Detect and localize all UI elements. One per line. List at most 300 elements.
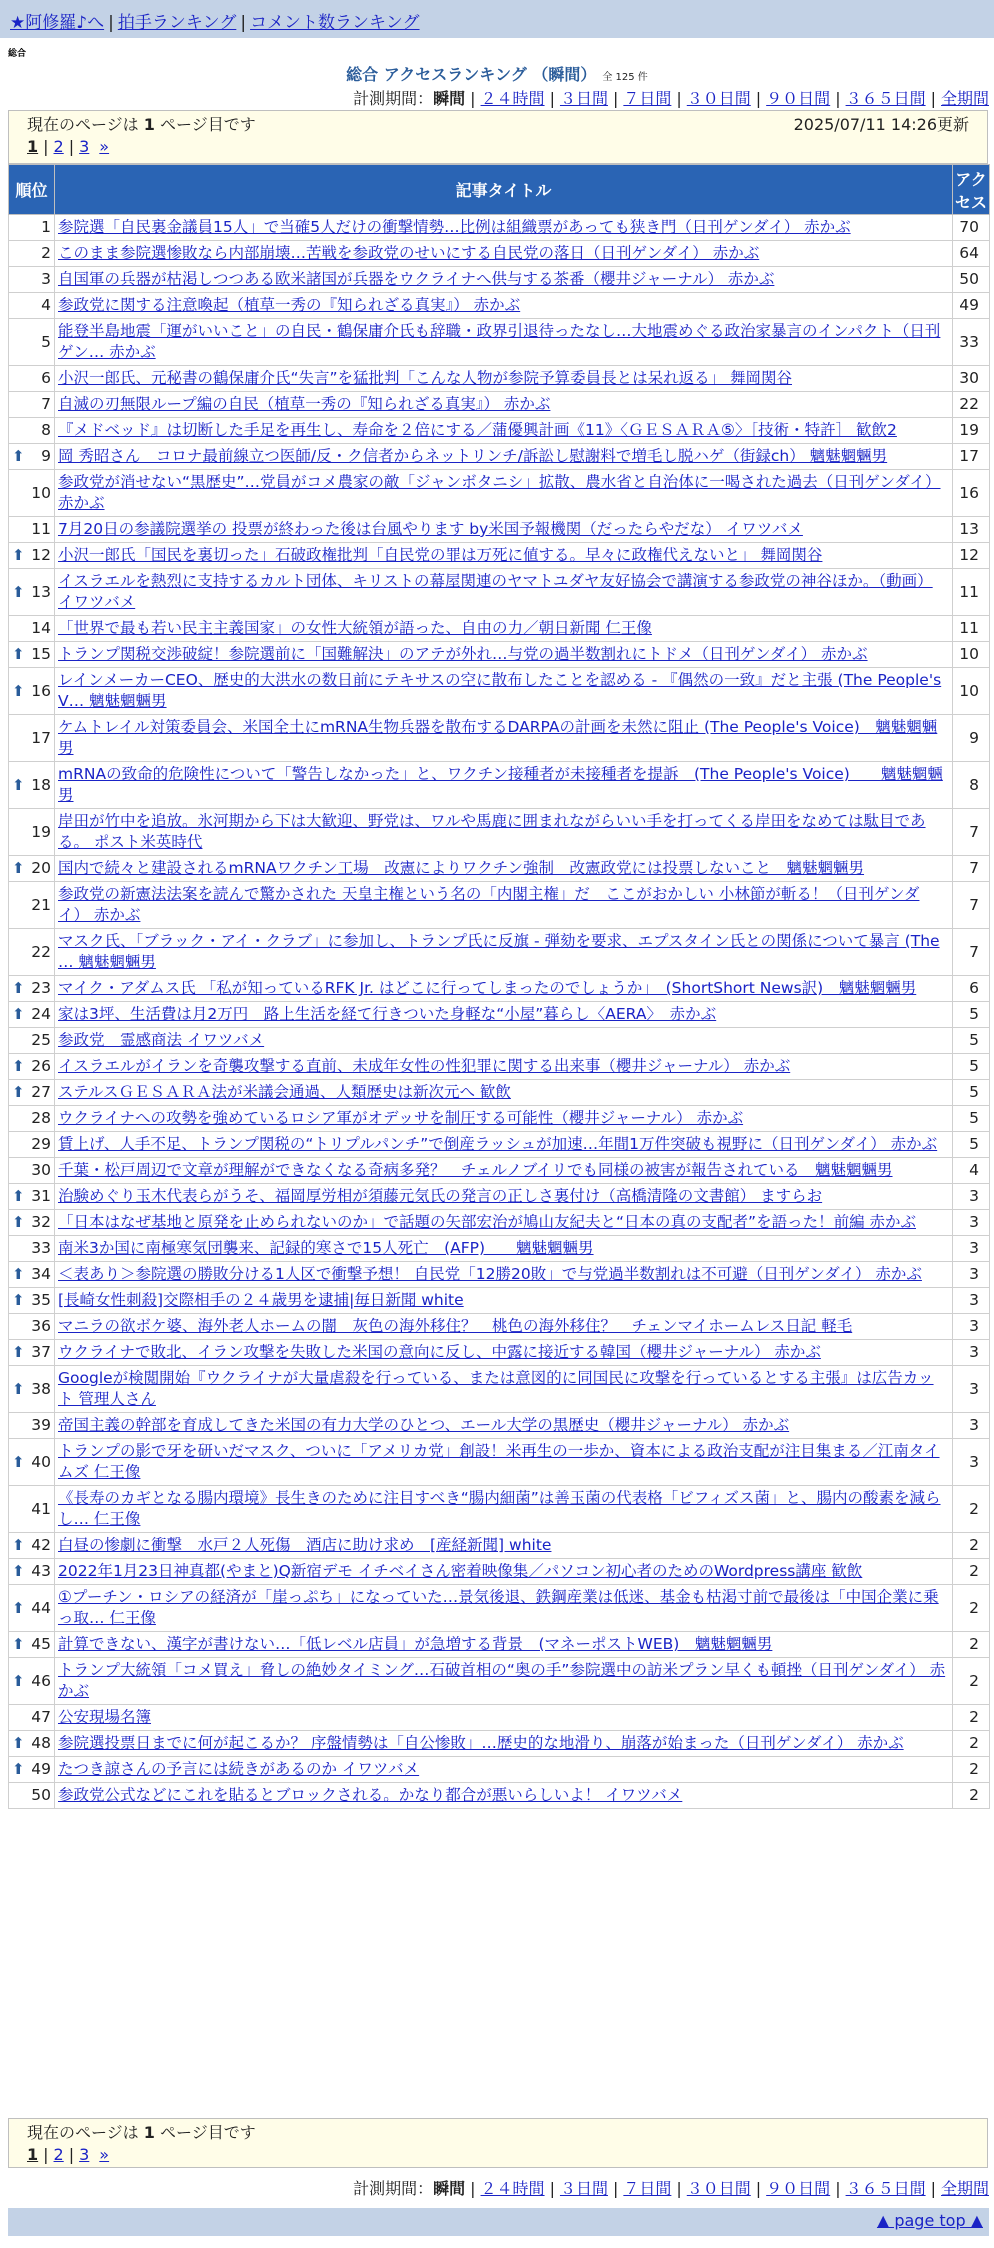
- article-link[interactable]: 参政党が消せない“黒歴史”…党員がコメ農家の敵「ジャンボタニシ」拡散、農水省と自治体に一喝された過去（日刊ゲンダイ） 赤かぶ: [58, 473, 941, 512]
- up-arrow-icon: ⬆: [12, 1635, 25, 1653]
- table-row: [9, 1366, 990, 1413]
- title-cell: [55, 1340, 953, 1366]
- access-count: 3: [953, 1210, 990, 1236]
- period-selector-top: 計測期間：瞬間 | ２４時間 | ３日間 | ７日間 | ３０日間 | ９０日間 | ３６５日間 | 全期間: [353, 89, 989, 108]
- period-current: 瞬間: [433, 89, 466, 108]
- access-count: 3: [953, 1340, 990, 1366]
- article-link[interactable]: 賃上げ、人手不足、トランプ関税の“トリプルパンチ”で倒産ラッシュが加速…年間1万件突破も視野に（日刊ゲンダイ） 赤かぶ: [58, 1135, 938, 1153]
- rank-cell: [9, 668, 55, 715]
- rank-cell: [9, 392, 55, 418]
- table-row: [9, 856, 990, 882]
- nav-link-ashura[interactable]: ★阿修羅♪へ: [10, 13, 105, 33]
- title-cell: [55, 470, 953, 517]
- rank-number: 23: [31, 979, 51, 997]
- access-count: 2: [953, 1705, 990, 1731]
- rank-cell: [9, 418, 55, 444]
- rank-number: 6: [41, 369, 51, 387]
- table-row: [9, 418, 990, 444]
- rank-number: 4: [41, 296, 51, 314]
- access-count: 13: [953, 517, 990, 543]
- article-link[interactable]: ＜表あり＞参院選の勝敗分ける1人区で衝撃予想！ 自民党「12勝20敗」で与党過半数割れは不可避（日刊ゲンダイ） 赤かぶ: [58, 1265, 922, 1283]
- access-count: 6: [953, 976, 990, 1002]
- table-row: [9, 1080, 990, 1106]
- rank-number: 29: [31, 1135, 51, 1153]
- rank-cell: [9, 215, 55, 241]
- rank-number: 14: [31, 619, 51, 637]
- title-cell: [55, 616, 953, 642]
- title-cell: [55, 366, 953, 392]
- rank-cell: [9, 1028, 55, 1054]
- table-row: [9, 267, 990, 293]
- table-row: [9, 366, 990, 392]
- table-row: [9, 1288, 990, 1314]
- rank-number: 17: [31, 728, 51, 747]
- table-header-row: [9, 165, 990, 215]
- access-count: 16: [953, 470, 990, 517]
- table-row: [9, 1705, 990, 1731]
- table-row: [9, 929, 990, 976]
- access-count: 3: [953, 1366, 990, 1413]
- period-link-7d[interactable]: ７日間: [623, 2179, 672, 2198]
- rank-number: 42: [31, 1536, 51, 1554]
- title-cell: [55, 976, 953, 1002]
- access-count: 33: [953, 319, 990, 366]
- table-row: [9, 392, 990, 418]
- rank-cell: [9, 241, 55, 267]
- table-row: [9, 293, 990, 319]
- rank-number: 35: [31, 1291, 51, 1309]
- article-link[interactable]: 「世界で最も若い民主主義国家」の女性大統領が語った、自由の力／朝日新聞 仁王像: [58, 619, 652, 637]
- article-link[interactable]: 岸田が竹中を追放。氷河期から下は大歓迎、野党は、ワルや馬鹿に囲まれながらいい手を打ってくる岸田をなめては駄目である。 ポスト米英時代: [58, 812, 926, 851]
- nav-link-comment-ranking[interactable]: コメント数ランキング: [250, 13, 420, 33]
- rank-number: 13: [31, 582, 51, 601]
- article-link[interactable]: マニラの欲ボケ婆、海外老人ホームの闇 灰色の海外移住？ 桃色の海外移住？ チェンマイホームレス日記 軽毛: [58, 1317, 853, 1335]
- access-count: 49: [953, 293, 990, 319]
- table-row: [9, 1340, 990, 1366]
- article-link[interactable]: トランプの影で牙を研いだマスク、ついに「アメリカ党」創設！米再生の一歩か、資本による政治支配が注目集まる／江南タイムズ 仁王像: [58, 1442, 940, 1481]
- access-count: 2: [953, 1658, 990, 1705]
- period-link-30d[interactable]: ３０日間: [686, 89, 751, 108]
- period-link-365d[interactable]: ３６５日間: [845, 2179, 926, 2198]
- table-row: [9, 1132, 990, 1158]
- rank-number: 2: [41, 244, 51, 262]
- title-cell: [55, 1028, 953, 1054]
- rank-cell: [9, 1705, 55, 1731]
- table-row: [9, 1658, 990, 1705]
- article-link[interactable]: トランプ関税交渉破綻！参院選前に「国難解決」のアテが外れ…与党の過半数割れにトドメ（日刊ゲンダイ） 赤かぶ: [58, 645, 868, 663]
- access-count: 8: [953, 762, 990, 809]
- article-link[interactable]: [長崎女性刺殺]交際相手の２４歳男を逮捕|毎日新聞 white: [58, 1291, 464, 1309]
- article-link[interactable]: 公安現場名簿: [58, 1708, 152, 1726]
- access-count: 5: [953, 1002, 990, 1028]
- period-link-all[interactable]: 全期間: [940, 2179, 989, 2198]
- article-link[interactable]: マスク氏、「ブラック・アイ・クラブ」に参加し、トランプ氏に反旗 - 弾劾を要求、エプスタイン氏との関係について暴言 (The … 魑魅魍魎男: [58, 932, 940, 971]
- up-arrow-icon: ⬆: [12, 1562, 25, 1580]
- article-link[interactable]: 帝国主義の幹部を育成してきた米国の有力大学のひとつ、エール大学の黒歴史（櫻井ジャーナル） 赤かぶ: [58, 1416, 790, 1434]
- rank-number: 22: [31, 942, 51, 961]
- access-count: 22: [953, 392, 990, 418]
- title-cell: [55, 1439, 953, 1486]
- table-row: [9, 1262, 990, 1288]
- title-cell: [55, 1632, 953, 1658]
- rank-cell: [9, 976, 55, 1002]
- title-cell: [55, 1262, 953, 1288]
- article-link[interactable]: 家は3坪、生活費は月2万円 路上生活を経て行きついた身軽な“小屋”暮らし〈AERA〉 赤かぶ: [58, 1005, 717, 1023]
- pager-link-3[interactable]: 3: [79, 137, 90, 156]
- article-link[interactable]: 国内で続々と建設されるmRNAワクチン工場 改憲によりワクチン強制 改憲政党には投票しないこと 魑魅魍魎男: [58, 859, 865, 877]
- article-link[interactable]: レインメーカーCEO、歴史的大洪水の数日前にテキサスの空に散布したことを認める - 『偶然の一致』だと主張 (The People's V… 魑魅魍魎男: [58, 671, 942, 710]
- article-link[interactable]: 7月20日の参議院選挙の 投票が終わった後は台風やります by米国予報機関（だったらやだな） イワツバメ: [58, 520, 803, 538]
- article-link[interactable]: イスラエルを熱烈に支持するカルト団体、キリストの幕屋関連のヤマトユダヤ友好協会で講演する参政党の神谷ほか。（動画） イワツバメ: [58, 572, 933, 611]
- rank-cell: [9, 1366, 55, 1413]
- pager-bottom: 1 | 2 | 3 »: [27, 2145, 110, 2164]
- top-nav-bar: [0, 0, 994, 38]
- access-count: 5: [953, 1028, 990, 1054]
- title-cell: [55, 856, 953, 882]
- period-link-90d[interactable]: ９０日間: [766, 89, 831, 108]
- up-arrow-icon: ⬆: [12, 582, 25, 601]
- access-count: 30: [953, 366, 990, 392]
- pager-link-2[interactable]: 2: [53, 2145, 64, 2164]
- rank-number: 33: [31, 1239, 51, 1257]
- title-cell: [55, 293, 953, 319]
- table-row: [9, 1413, 990, 1439]
- rank-number: 25: [31, 1031, 51, 1049]
- article-link[interactable]: 参院選「自民裏金議員15人」で当確5人だけの衝撃情勢…比例は組織票があっても狭き門（日刊ゲンダイ） 赤かぶ: [58, 218, 851, 236]
- rank-cell: [9, 1080, 55, 1106]
- rank-number: 39: [31, 1416, 51, 1434]
- rank-cell: [9, 1340, 55, 1366]
- article-link[interactable]: このまま参院選惨敗なら内部崩壊…苦戦を参政党のせいにする自民党の落日（日刊ゲンダイ） 赤かぶ: [58, 244, 760, 262]
- table-row: [9, 1533, 990, 1559]
- pager-link-3[interactable]: 3: [79, 2145, 90, 2164]
- rank-cell: [9, 1288, 55, 1314]
- table-row: [9, 1731, 990, 1757]
- title-cell: [55, 1705, 953, 1731]
- ranking-body: [9, 215, 990, 1809]
- access-count: 2: [953, 1486, 990, 1533]
- rank-number: 26: [31, 1057, 51, 1075]
- rank-cell: [9, 543, 55, 569]
- rank-cell: [9, 444, 55, 470]
- rank-number: 44: [31, 1598, 51, 1617]
- rank-number: 28: [31, 1109, 51, 1127]
- access-count: 7: [953, 809, 990, 856]
- up-arrow-icon: ⬆: [12, 1452, 25, 1471]
- access-count: 4: [953, 1158, 990, 1184]
- page-top-link[interactable]: ▲ page top ▲: [876, 2211, 983, 2230]
- rank-number: 10: [31, 483, 51, 502]
- title-cell: [55, 1585, 953, 1632]
- pager-current: 1: [27, 2145, 39, 2164]
- rank-number: 36: [31, 1317, 51, 1335]
- up-arrow-icon: ⬆: [12, 1379, 25, 1398]
- access-count: 11: [953, 616, 990, 642]
- period-link-30d[interactable]: ３０日間: [686, 2179, 751, 2198]
- article-link[interactable]: Googleが検閲開始『ウクライナが大量虐殺を行っている、または意図的に同国民に攻撃を行っているとする主張』は広告カット 管理人さん: [58, 1369, 934, 1408]
- article-link[interactable]: 治験めぐり玉木代表らがうそ、福岡厚労相が須藤元気氏の発言の正しさ裏付け（高橋清隆の文書館） ますらお: [58, 1187, 823, 1205]
- page-title-text: 総合 アクセスランキング （瞬間）: [346, 65, 597, 84]
- pager-next[interactable]: »: [99, 137, 110, 156]
- rank-cell: [9, 809, 55, 856]
- rank-number: 16: [31, 681, 51, 700]
- title-cell: [55, 267, 953, 293]
- rank-cell: [9, 1262, 55, 1288]
- article-link[interactable]: たつき諒さんの予言には続きがあるのか イワツバメ: [58, 1760, 420, 1778]
- title-cell: [55, 1559, 953, 1585]
- table-row: [9, 1158, 990, 1184]
- table-row: [9, 976, 990, 1002]
- access-count: 5: [953, 1132, 990, 1158]
- table-row: [9, 517, 990, 543]
- rank-cell: [9, 1184, 55, 1210]
- rank-cell: [9, 1757, 55, 1783]
- table-row: [9, 1106, 990, 1132]
- title-cell: [55, 1413, 953, 1439]
- table-row: [9, 1236, 990, 1262]
- rank-cell: [9, 1632, 55, 1658]
- article-link[interactable]: 参院選投票日までに何が起こるか？ 序盤情勢は「自公惨敗」…歴史的な地滑り、崩落が始まった（日刊ゲンダイ） 赤かぶ: [58, 1734, 904, 1752]
- rank-number: 3: [41, 270, 51, 288]
- title-cell: [55, 444, 953, 470]
- rank-cell: [9, 616, 55, 642]
- title-cell: [55, 319, 953, 366]
- rank-number: 20: [31, 859, 51, 877]
- rank-number: 48: [31, 1734, 51, 1752]
- rank-cell: [9, 569, 55, 616]
- article-link[interactable]: イスラエルがイランを奇襲攻撃する直前、未成年女性の性犯罪に関する出来事（櫻井ジャーナル） 赤かぶ: [58, 1057, 791, 1075]
- title-cell: [55, 215, 953, 241]
- rank-cell: [9, 1236, 55, 1262]
- page-info-top: [8, 110, 988, 164]
- period-link-7d[interactable]: ７日間: [623, 89, 672, 108]
- title-cell: [55, 882, 953, 929]
- rank-cell: [9, 1585, 55, 1632]
- table-row: [9, 668, 990, 715]
- up-arrow-icon: ⬆: [12, 447, 25, 465]
- title-cell: [55, 1054, 953, 1080]
- title-cell: [55, 715, 953, 762]
- current-page-text: 現在のページは 1 ページ目です: [27, 115, 256, 134]
- access-count: 3: [953, 1314, 990, 1340]
- article-link[interactable]: 参政党に関する注意喚起（植草一秀の『知られざる真実』） 赤かぶ: [58, 296, 521, 314]
- table-row: [9, 1439, 990, 1486]
- article-link[interactable]: ①プーチン・ロシアの経済が「崖っぷち」になっていた…景気後退、鉄鋼産業は低迷、基金も枯渇寸前で最後は「中国企業に乗っ取… 仁王像: [58, 1588, 939, 1627]
- period-link-24h[interactable]: ２４時間: [480, 2179, 545, 2198]
- article-link[interactable]: mRNAの致命的危険性について「警告しなかった」と、ワクチン接種者が未接種者を提訴 (The People's Voice) 魑魅魍魎男: [58, 765, 943, 804]
- article-link[interactable]: 自国軍の兵器が枯渇しつつある欧米諸国が兵器をウクライナへ供与する茶番（櫻井ジャーナル） 赤かぶ: [58, 270, 775, 288]
- article-link[interactable]: 参政党 霊感商法 イワツバメ: [58, 1031, 265, 1049]
- rank-number: 40: [31, 1452, 51, 1471]
- table-row: [9, 882, 990, 929]
- title-cell: [55, 1757, 953, 1783]
- rank-cell: [9, 293, 55, 319]
- article-link[interactable]: 参政党公式などにこれを貼るとブロックされる。かなり都合が悪いらしいよ！ イワツバメ: [58, 1786, 683, 1804]
- access-count: 3: [953, 1439, 990, 1486]
- nav-link-applause-ranking[interactable]: 拍手ランキング: [117, 13, 237, 33]
- header-rank: 順位: [9, 165, 55, 215]
- access-count: 9: [953, 715, 990, 762]
- table-row: [9, 1757, 990, 1783]
- title-cell: [55, 642, 953, 668]
- access-count: 2: [953, 1559, 990, 1585]
- rank-number: 18: [31, 775, 51, 794]
- up-arrow-icon: ⬆: [12, 645, 25, 663]
- rank-number: 8: [41, 421, 51, 439]
- table-row: [9, 1002, 990, 1028]
- title-cell: [55, 569, 953, 616]
- table-row: [9, 1486, 990, 1533]
- period-link-3d[interactable]: ３日間: [559, 89, 608, 108]
- access-count: 10: [953, 642, 990, 668]
- rank-cell: [9, 366, 55, 392]
- access-count: 2: [953, 1585, 990, 1632]
- title-cell: [55, 762, 953, 809]
- header-title: 記事タイトル: [55, 165, 953, 215]
- access-count: 2: [953, 1533, 990, 1559]
- rank-cell: [9, 1731, 55, 1757]
- title-cell: [55, 1184, 953, 1210]
- table-row: [9, 1054, 990, 1080]
- ranking-table: [8, 164, 990, 1809]
- title-cell: [55, 1658, 953, 1705]
- title-cell: [55, 1236, 953, 1262]
- current-page-text: 現在のページは 1 ページ目です: [27, 2123, 256, 2142]
- article-link[interactable]: 岡 秀昭さん コロナ最前線立つ医師/反・ク信者からネットリンチ/訴訟し慰謝料で増毛し脱ハゲ（街録ch） 魑魅魍魎男: [58, 447, 888, 465]
- up-arrow-icon: ⬆: [12, 1057, 25, 1075]
- rank-number: 12: [31, 546, 51, 564]
- access-count: 70: [953, 215, 990, 241]
- up-arrow-icon: ⬆: [12, 859, 25, 877]
- article-link[interactable]: マイク・アダムス氏 「私が知っているRFK Jr. はどこに行ってしまったのでしょうか」 (ShortShort News訳) 魑魅魍魎男: [58, 979, 917, 997]
- rank-number: 45: [31, 1635, 51, 1653]
- rank-number: 46: [31, 1671, 51, 1690]
- period-label: 計測期間：: [353, 2179, 434, 2198]
- pager-next[interactable]: »: [99, 2145, 110, 2164]
- up-arrow-icon: ⬆: [12, 1343, 25, 1361]
- rank-cell: [9, 882, 55, 929]
- article-link[interactable]: 白昼の惨劇に衝撃 水戸２人死傷 酒店に助け求め [産経新聞] white: [58, 1536, 552, 1554]
- rank-number: 38: [31, 1379, 51, 1398]
- access-count: 3: [953, 1262, 990, 1288]
- article-link[interactable]: 自滅の刃無限ループ編の自民（植草一秀の『知られざる真実』） 赤かぶ: [58, 395, 551, 413]
- rank-cell: [9, 267, 55, 293]
- page-info-bottom: [8, 2118, 988, 2168]
- access-count: 10: [953, 668, 990, 715]
- table-row: [9, 444, 990, 470]
- article-link[interactable]: 南米3か国に南極寒気団襲来、記録的寒さで15人死亡 (AFP) 魑魅魍魎男: [58, 1239, 594, 1257]
- article-link[interactable]: 千葉・松戸周辺で文章が理解ができなくなる奇病多発？ チェルノブイリでも同様の被害が報告されている 魑魅魍魎男: [58, 1161, 893, 1179]
- table-row: [9, 1028, 990, 1054]
- table-row: [9, 1783, 990, 1809]
- up-arrow-icon: ⬆: [12, 1760, 25, 1778]
- article-link[interactable]: 参政党の新憲法法案を読んで驚かされた 天皇主権という名の「内閣主権」だ ここがおかしい 小林節が斬る！（日刊ゲンダイ） 赤かぶ: [58, 885, 920, 924]
- access-count: 7: [953, 856, 990, 882]
- rank-number: 30: [31, 1161, 51, 1179]
- rank-cell: [9, 1210, 55, 1236]
- article-link[interactable]: 計算できない、漢字が書けない…「低レベル店員」が急増する背景 (マネーポストWEB) 魑魅魍魎男: [58, 1635, 773, 1653]
- rank-cell: [9, 1158, 55, 1184]
- rank-cell: [9, 1559, 55, 1585]
- title-cell: [55, 1288, 953, 1314]
- title-cell: [55, 1158, 953, 1184]
- title-cell: [55, 1314, 953, 1340]
- table-row: [9, 762, 990, 809]
- rank-cell: [9, 1132, 55, 1158]
- article-link[interactable]: 「日本はなぜ基地と原発を止められないのか」で話題の矢部宏治が鳩山友紀夫と“日本の真の支配者”を語った！前編 赤かぶ: [58, 1213, 916, 1231]
- table-row: [9, 543, 990, 569]
- rank-cell: [9, 1002, 55, 1028]
- article-link[interactable]: ウクライナへの攻勢を強めているロシア軍がオデッサを制圧する可能性（櫻井ジャーナル） 赤かぶ: [58, 1109, 744, 1127]
- table-row: [9, 215, 990, 241]
- access-count: 11: [953, 569, 990, 616]
- article-link[interactable]: 《長寿のカギとなる腸内環境》長生きのために注目すべき“腸内細菌”は善玉菌の代表格「ビフィズス菌」と、腸内の酸素を減らし… 仁王像: [58, 1489, 941, 1528]
- article-link[interactable]: ケムトレイル対策委員会、米国全土にmRNA生物兵器を散布するDARPAの計画を未然に阻止 (The People's Voice) 魑魅魍魎男: [58, 718, 938, 757]
- pager-current: 1: [27, 137, 39, 156]
- title-cell: [55, 241, 953, 267]
- article-link[interactable]: ウクライナで敗北、イラン攻撃を失敗した米国の意向に反し、中露に接近する韓国（櫻井ジャーナル） 赤かぶ: [58, 1343, 821, 1361]
- title-cell: [55, 929, 953, 976]
- title-cell: [55, 418, 953, 444]
- updated-time: 2025/07/11 14:26更新: [793, 115, 969, 134]
- up-arrow-icon: ⬆: [12, 546, 25, 564]
- article-link[interactable]: トランプ大統領「コメ買え」脅しの絶妙タイミング…石破首相の“奥の手”参院選中の訪米プラン早くも頓挫（日刊ゲンダイ） 赤かぶ: [58, 1661, 946, 1700]
- title-cell: [55, 543, 953, 569]
- title-cell: [55, 1106, 953, 1132]
- article-link[interactable]: 小沢一郎氏、元秘書の鶴保庸介氏“失言”を猛批判「こんな人物が参院予算委員長とは呆れ返る」 舞岡関谷: [58, 369, 792, 387]
- table-row: [9, 1559, 990, 1585]
- title-cell: [55, 1731, 953, 1757]
- up-arrow-icon: ⬆: [12, 1291, 25, 1309]
- rank-cell: [9, 1439, 55, 1486]
- article-link[interactable]: 小沢一郎氏「国民を裏切った」石破政権批判「自民党の罪は万死に値する。早々に政権代えないと」 舞岡関谷: [58, 546, 823, 564]
- period-selector-bottom: 計測期間：瞬間 | ２４時間 | ３日間 | ７日間 | ３０日間 | ９０日間 | ３６５日間 | 全期間: [353, 2179, 989, 2198]
- rank-cell: [9, 1106, 55, 1132]
- period-link-90d[interactable]: ９０日間: [766, 2179, 831, 2198]
- table-row: [9, 1184, 990, 1210]
- period-link-3d[interactable]: ３日間: [559, 2179, 608, 2198]
- rank-number: 1: [41, 218, 51, 236]
- table-row: [9, 715, 990, 762]
- period-link-24h[interactable]: ２４時間: [480, 89, 545, 108]
- article-link[interactable]: 能登半島地震「運がいいこと」の自民・鶴保庸介氏も辞職・政界引退待ったなし…大地震めぐる政治家暴言のインパクト（日刊ゲン… 赤かぶ: [58, 322, 941, 361]
- pager-link-2[interactable]: 2: [53, 137, 64, 156]
- period-label: 計測期間：: [353, 89, 434, 108]
- article-link[interactable]: ステルスＧＥＳＡＲＡ法が米議会通過、人類歴史は新次元へ 歓飲: [58, 1083, 511, 1101]
- article-link[interactable]: 『メドベッド』は切断した手足を再生し、寿命を２倍にする／蒲優興計画《11》〈ＧＥＳＡＲＡ⑤〉［技術・特許］ 歓飲2: [58, 421, 897, 439]
- period-link-all[interactable]: 全期間: [940, 89, 989, 108]
- rank-cell: [9, 929, 55, 976]
- rank-number: 43: [31, 1562, 51, 1580]
- title-cell: [55, 1486, 953, 1533]
- access-count: 3: [953, 1184, 990, 1210]
- up-arrow-icon: ⬆: [12, 1005, 25, 1023]
- rank-cell: [9, 517, 55, 543]
- category-label: 総合: [8, 49, 27, 59]
- article-link[interactable]: 2022年1月23日神真都(やまと)Q新宿デモ イチベイさん密着映像集／パソコン初心者のためのWordpress講座 歓飲: [58, 1562, 863, 1580]
- rank-cell: [9, 1658, 55, 1705]
- access-count: 64: [953, 241, 990, 267]
- access-count: 3: [953, 1236, 990, 1262]
- up-arrow-icon: ⬆: [12, 1265, 25, 1283]
- rank-number: 7: [41, 395, 51, 413]
- period-link-365d[interactable]: ３６５日間: [845, 89, 926, 108]
- rank-number: 49: [31, 1760, 51, 1778]
- up-arrow-icon: ⬆: [12, 1598, 25, 1617]
- up-arrow-icon: ⬆: [12, 775, 25, 794]
- nav-separator: |: [108, 13, 114, 33]
- rank-cell: [9, 856, 55, 882]
